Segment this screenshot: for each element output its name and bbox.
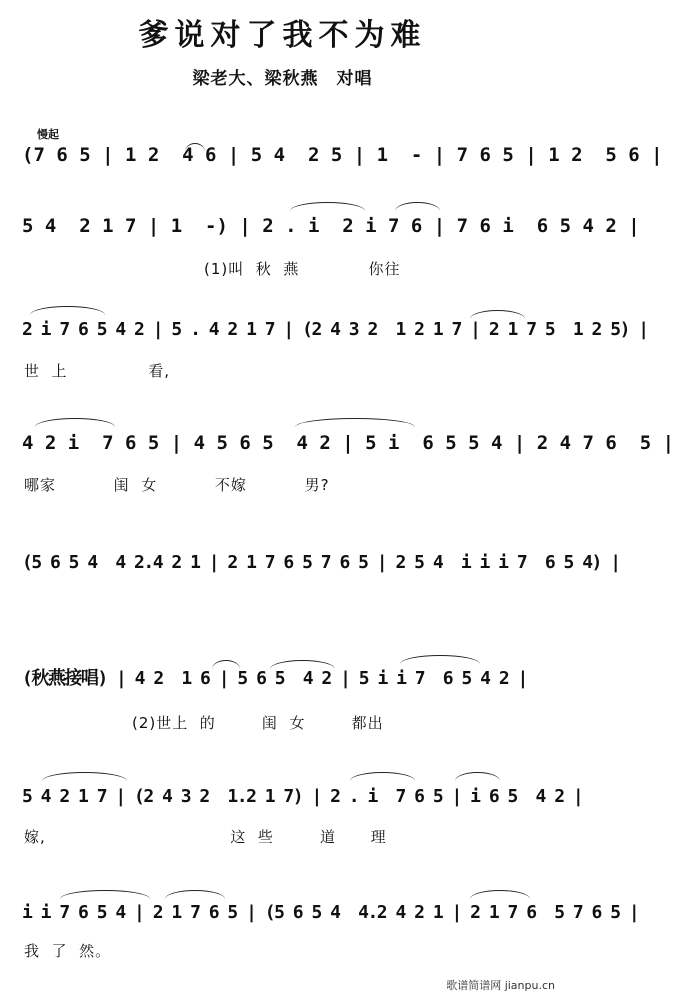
slur-mark — [30, 306, 105, 315]
slur-mark — [212, 660, 240, 669]
music-line-2: 5 4 2 1 7 | 1 -) | 2 . i 2 i 7 6 | 7 6 i 6 5 4 2 | — [22, 215, 640, 237]
lyric-line-8: 我 了 然。 — [24, 942, 112, 960]
music-line-5: (5 6 5 4 4 2.4 2 1 | 2 1 7 6 5 7 6 5 | 2 5 4 i i i 7 6 5 4) | — [22, 552, 620, 573]
lyric-line-6: (2)世上 的 闺 女 都出 — [132, 714, 384, 732]
song-title: 爹说对了我不为难 — [138, 18, 427, 53]
music-line-3: 2 i 7 6 5 4 2 | 5 . 4 2 1 7 | (2 4 3 2 1 2 1 7 | 2 1 7 5 1 2 5) | — [22, 319, 648, 340]
slur-mark — [455, 772, 500, 781]
lyric-line-2: (1)叫 秋 燕 你往 — [204, 260, 401, 278]
slur-mark — [42, 772, 127, 781]
music-line-1: (7 6 5 | 1 2 4 6 | 5 4 2 5 | 1 - | 7 6 5 | 1 2 5 6 | — [22, 144, 663, 166]
slur-mark — [395, 202, 440, 211]
slur-mark — [400, 655, 480, 664]
slur-mark — [60, 890, 150, 899]
music-line-6: (秋燕接唱) | 4 2 1 6 | 5 6 5 4 2 | 5 i i 7 6 5 4 2 | — [22, 668, 527, 689]
lyric-line-7: 嫁, 这 些 道 理 — [24, 828, 387, 846]
site-watermark: 歌谱简谱网 jianpu.cn — [446, 979, 555, 992]
slur-mark — [290, 202, 365, 211]
tempo-marking: 慢起 — [37, 128, 59, 141]
slur-mark — [470, 890, 530, 899]
slur-mark — [35, 418, 115, 427]
slur-mark — [470, 310, 525, 319]
slur-mark — [270, 660, 335, 669]
performance-role: 对唱 — [336, 69, 373, 89]
slur-mark — [165, 890, 225, 899]
slur-mark — [350, 772, 415, 781]
music-line-4: 4 2 i 7 6 5 | 4 5 6 5 4 2 | 5 i 6 5 5 4 | 2 4 7 6 5 | — [22, 432, 674, 454]
singers-credit — [0, 64, 565, 89]
lyric-line-4: 哪家 闺 女 不嫁 男? — [24, 476, 330, 494]
slur-mark — [295, 418, 415, 427]
lyric-line-3: 世 上 看, — [24, 362, 171, 380]
singers-names: 梁老大、梁秋燕 — [192, 69, 319, 89]
music-line-7: 5 4 2 1 7 | (2 4 3 2 1.2 1 7) | 2 . i 7 6 5 | i 6 5 4 2 | — [22, 786, 583, 807]
music-line-8: i i 7 6 5 4 | 2 1 7 6 5 | (5 6 5 4 4.2 4 2 1 | 2 1 7 6 5 7 6 5 | — [22, 902, 639, 923]
